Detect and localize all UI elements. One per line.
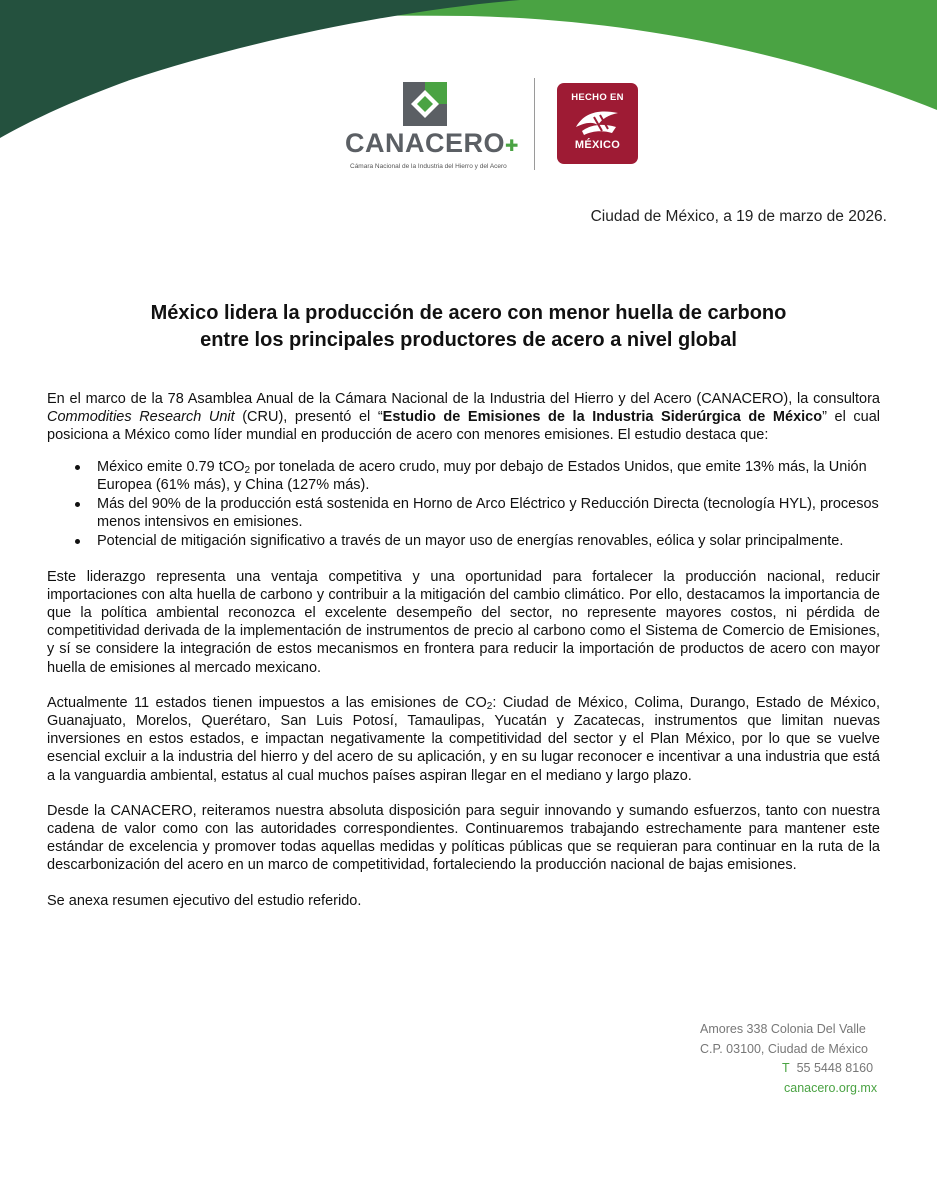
press-release-body	[47, 390, 880, 927]
address-line-1: Amores 338 Colonia Del Valle	[700, 1022, 866, 1036]
hecho-en-mexico-badge	[557, 83, 638, 164]
list-item: México emite 0.79 tCO$_2$ por tonelada de acero crudo, muy por debajo de Estados Unidos, que emite 13% más, la Unión Europea (61% más), y China (127% más).	[47, 458, 880, 494]
header-logos	[340, 78, 650, 178]
list-item: Más del 90% de la producción está sostenida en Horno de Arco Eléctrico y Reducción Directa (tecnología HYL), procesos menos intensivos en emisiones.	[47, 495, 880, 531]
phone-number: 55 5448 8160	[796, 1061, 874, 1075]
headline	[60, 300, 877, 354]
footer-address	[700, 1020, 877, 1098]
paragraph-annex: Se anexa resumen ejecutivo del estudio referido.	[47, 892, 362, 909]
logo-divider	[534, 78, 535, 170]
paragraph-competitive-advantage: Este liderazgo representa una ventaja competitiva y una oportunidad para fortalecer la producción nacional, reducir importaciones con alta huella de carbono y contribuir a la mitigación del cambio climático. Por ello, destacamos la importancia de que la política ambiental reconozca el excelente desempeño del sector, no represente mayores costos, ni pérdida de competitividad derivada de la implementación de instrumentos de precio al carbono como el Sistema de Comercio de Emisiones, y sí se considere la integración de estos mecanismos en frontera para reducir la importación de productos de acero con mayor huella de emisiones al mercado mexicano.	[47, 568, 880, 676]
date-line: Ciudad de México, a 19 de marzo de 2026.	[590, 208, 887, 225]
list-item: Potencial de mitigación significativo a través de un mayor uso de energías renovables, eólica y solar principalmente.	[47, 532, 880, 550]
eagle-icon	[572, 105, 623, 137]
canacero-wordmark: CANACERO✚	[345, 128, 519, 158]
canacero-logo	[340, 78, 520, 178]
headline-line-2: entre los principales productores de acero a nivel global	[200, 329, 737, 351]
phone-line	[700, 1059, 877, 1079]
badge-bottom-text: MÉXICO	[574, 139, 621, 151]
paragraph-commitment: Desde la CANACERO, reiteramos nuestra absoluta disposición para seguir innovando y sumando esfuerzos, tanto con nuestra cadena de valor como con las autoridades correspondientes. Continuaremos trabajando estrechamente para mantener este estándar de excelencia y promover todas aquellas medidas y políticas públicas que se requieran para continuar en la ruta de la descarbonización del acero en un marco de competitividad, fortaleciendo la producción nacional de bajas emisiones.	[47, 802, 880, 874]
intro-paragraph: En el marco de la 78 Asamblea Anual de la Cámara Nacional de la Industria del Hierro y del Acero (CANACERO), la consultora Commodities Research Unit (CRU), presentó el “Estudio de Emisiones de la Industria Siderúrgica de México” el cual posiciona a México como líder mundial en producción de acero con menores emisiones. El estudio destaca que:	[47, 391, 880, 444]
website-link[interactable]: canacero.org.mx	[784, 1080, 878, 1095]
findings-list	[47, 458, 880, 551]
address-line-2: C.P. 03100, Ciudad de México	[700, 1041, 868, 1056]
canacero-mark-icon	[403, 82, 447, 126]
study-title: Estudio de Emisiones de la Industria Siderúrgica de México	[382, 409, 823, 426]
headline-line-1: México lidera la producción de acero con menor huella de carbono	[150, 302, 787, 324]
cru-name: Commodities Research Unit	[47, 409, 235, 426]
canacero-tagline: Cámara Nacional de la Industria del Hierro y del Acero	[350, 163, 507, 170]
phone-label: T	[782, 1061, 790, 1075]
badge-top-text: HECHO EN	[571, 92, 624, 103]
paragraph-state-taxes: Actualmente 11 estados tienen impuestos a las emisiones de $CO_2$: Ciudad de México, Colima, Durango, Estado de México, Guanajuato, Morelos, Querétaro, San Luis Potosí, Tamaulipas, Yucatán y Zacatecas, instrumentos que limitan nuevas inversiones en estos estados, e impactan negativamente la competitividad del sector y el Plan México, por lo que se vuelve esencial excluir a la industria del hierro y del acero de su aplicación, y en su lugar reconocer e incentivar a una industria que está a la vanguardia ambiental, estatus al cual muchos países aspiran llegar en el mediano y largo plazo.	[47, 694, 881, 784]
